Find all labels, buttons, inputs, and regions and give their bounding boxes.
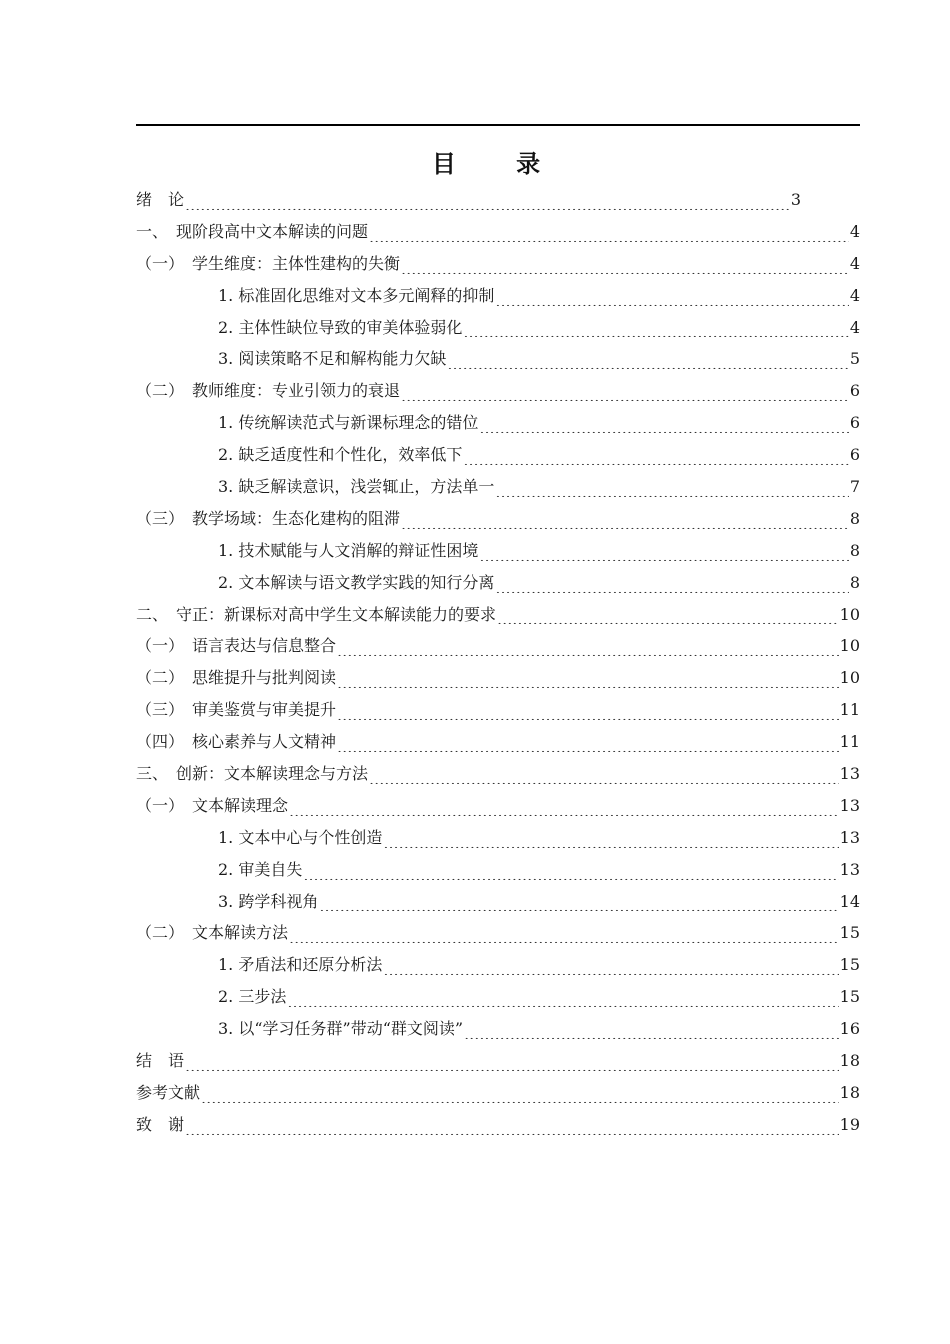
toc-entry[interactable] xyxy=(136,1013,860,1045)
toc-dot-leader xyxy=(287,987,838,1007)
toc-entry[interactable] xyxy=(136,312,860,344)
toc-entry-page-number: 8 xyxy=(849,508,860,528)
toc-dot-leader xyxy=(497,604,839,624)
toc-entry[interactable] xyxy=(136,1109,860,1141)
toc-entry-label: 一、 现阶段高中文本解读的问题 xyxy=(136,221,369,241)
toc-dot-leader xyxy=(495,477,848,497)
toc-entry-label: （二） 思维提升与批判阅读 xyxy=(136,668,337,688)
toc-dot-leader xyxy=(479,541,848,561)
toc-dot-leader xyxy=(495,286,848,306)
toc-entry-page-number: 13 xyxy=(839,763,860,783)
toc-entry-label: 3. 跨学科视角 xyxy=(218,891,319,911)
toc-dot-leader xyxy=(479,413,848,433)
toc-entry-label: 2. 主体性缺位导致的审美体验弱化 xyxy=(218,317,463,337)
toc-entry-page-number: 5 xyxy=(849,349,860,369)
toc-entry-page-number: 10 xyxy=(839,636,860,656)
toc-entry-label: 二、 守正：新课标对高中学生文本解读能力的要求 xyxy=(136,604,497,624)
toc-entry-page-number: 13 xyxy=(839,859,860,879)
toc-entry-page-number: 8 xyxy=(849,540,860,560)
toc-entry-label: 参考文献 xyxy=(136,1082,201,1102)
toc-entry-label: 1. 标准固化思维对文本多元阐释的抑制 xyxy=(218,285,495,305)
toc-entry-page-number: 15 xyxy=(839,987,860,1007)
toc-entry-page-number: 19 xyxy=(839,1114,860,1134)
toc-entry-page-number: 4 xyxy=(849,317,860,337)
toc-entry-label: （三） 教学场域：生态化建构的阻滞 xyxy=(136,508,401,528)
toc-entry-label: 结 语 xyxy=(136,1050,185,1070)
toc-entry-label: 2. 文本解读与语文教学实践的知行分离 xyxy=(218,572,495,592)
toc-entry[interactable] xyxy=(136,662,860,694)
toc-entry-page-number: 3 xyxy=(790,189,801,209)
toc-entry[interactable] xyxy=(136,917,860,949)
toc-dot-leader xyxy=(201,1083,839,1103)
toc-dot-leader xyxy=(401,509,849,529)
toc-entry-page-number: 15 xyxy=(839,955,860,975)
toc-dot-leader xyxy=(463,317,848,337)
toc-entry[interactable] xyxy=(136,886,860,918)
toc-entry-page-number: 15 xyxy=(839,923,860,943)
toc-entry[interactable] xyxy=(136,343,860,375)
toc-dot-leader xyxy=(495,573,848,593)
toc-entry-label: 绪 论 xyxy=(136,189,185,209)
toc-entry[interactable] xyxy=(136,1045,860,1077)
toc-entry-page-number: 11 xyxy=(839,700,860,720)
toc-entry-label: （一） 语言表达与信息整合 xyxy=(136,636,337,656)
toc-entry-label: 1. 传统解读范式与新课标理念的错位 xyxy=(218,413,479,433)
toc-dot-leader xyxy=(401,381,849,401)
toc-entry[interactable] xyxy=(136,503,860,535)
toc-entry[interactable] xyxy=(136,758,860,790)
toc-entry-label: 1. 矛盾法和还原分析法 xyxy=(218,955,383,975)
toc-entry[interactable] xyxy=(136,184,801,216)
toc-entry[interactable] xyxy=(136,439,860,471)
toc-entry-label: （一） 文本解读理念 xyxy=(136,795,289,815)
toc-entry[interactable] xyxy=(136,599,860,631)
toc-entry[interactable] xyxy=(136,630,860,662)
toc-entry-label: 2. 三步法 xyxy=(218,987,287,1007)
table-of-contents xyxy=(136,184,860,1141)
toc-dot-leader xyxy=(303,860,838,880)
toc-entry[interactable] xyxy=(136,248,860,280)
toc-dot-leader xyxy=(447,349,848,369)
toc-entry-label: 3. 缺乏解读意识，浅尝辄止，方法单一 xyxy=(218,476,495,496)
toc-entry[interactable] xyxy=(136,535,860,567)
toc-dot-leader xyxy=(337,732,839,752)
toc-dot-leader xyxy=(369,764,839,784)
toc-dot-leader xyxy=(383,828,838,848)
toc-dot-leader xyxy=(319,891,838,911)
toc-entry-label: 2. 缺乏适度性和个性化，效率低下 xyxy=(218,445,463,465)
toc-entry-label: 3. 以“学习任务群”带动“群文阅读” xyxy=(218,1019,464,1039)
toc-entry-label: 三、 创新：文本解读理念与方法 xyxy=(136,763,369,783)
toc-entry-label: （二） 教师维度：专业引领力的衰退 xyxy=(136,381,401,401)
toc-entry-label: （二） 文本解读方法 xyxy=(136,923,289,943)
toc-dot-leader xyxy=(337,668,839,688)
toc-entry[interactable] xyxy=(136,854,860,886)
toc-entry-page-number: 13 xyxy=(839,795,860,815)
toc-entry-page-number: 13 xyxy=(839,827,860,847)
toc-dot-leader xyxy=(383,955,838,975)
toc-dot-leader xyxy=(185,1115,839,1135)
toc-entry-page-number: 7 xyxy=(849,476,860,496)
toc-dot-leader xyxy=(289,796,839,816)
toc-dot-leader xyxy=(464,1019,839,1039)
toc-entry-page-number: 4 xyxy=(849,221,860,241)
toc-dot-leader xyxy=(337,636,839,656)
toc-entry[interactable] xyxy=(136,375,860,407)
toc-entry-page-number: 14 xyxy=(839,891,860,911)
toc-entry-page-number: 8 xyxy=(849,572,860,592)
toc-dot-leader xyxy=(337,700,839,720)
toc-entry-page-number: 4 xyxy=(849,285,860,305)
toc-entry-label: （一） 学生维度：主体性建构的失衡 xyxy=(136,253,401,273)
toc-entry[interactable] xyxy=(136,949,860,981)
toc-entry[interactable] xyxy=(136,216,860,248)
page-title: 目 录 xyxy=(431,149,567,178)
toc-entry-page-number: 4 xyxy=(849,253,860,273)
toc-entry[interactable] xyxy=(136,694,860,726)
toc-entry-page-number: 10 xyxy=(839,668,860,688)
toc-dot-leader xyxy=(401,254,849,274)
toc-dot-leader xyxy=(185,1051,839,1071)
toc-entry-page-number: 6 xyxy=(849,413,860,433)
toc-entry[interactable] xyxy=(136,822,860,854)
toc-entry[interactable] xyxy=(136,567,860,599)
toc-dot-leader xyxy=(289,923,839,943)
toc-entry[interactable] xyxy=(136,981,860,1013)
toc-entry-label: 1. 技术赋能与人文消解的辩证性困境 xyxy=(218,540,479,560)
toc-entry-page-number: 18 xyxy=(839,1082,860,1102)
toc-dot-leader xyxy=(185,190,790,210)
toc-entry-page-number: 18 xyxy=(839,1050,860,1070)
toc-entry-page-number: 6 xyxy=(849,445,860,465)
toc-entry-page-number: 10 xyxy=(839,604,860,624)
toc-entry[interactable] xyxy=(136,471,860,503)
toc-entry[interactable] xyxy=(136,280,860,312)
toc-entry-label: 2. 审美自失 xyxy=(218,859,303,879)
toc-entry-label: （三） 审美鉴赏与审美提升 xyxy=(136,700,337,720)
toc-entry[interactable] xyxy=(136,726,860,758)
toc-dot-leader xyxy=(369,222,849,242)
toc-entry[interactable] xyxy=(136,407,860,439)
toc-entry-page-number: 16 xyxy=(839,1019,860,1039)
toc-entry-label: 1. 文本中心与个性创造 xyxy=(218,827,383,847)
toc-entry[interactable] xyxy=(136,1077,860,1109)
toc-dot-leader xyxy=(463,445,848,465)
toc-entry-label: 3. 阅读策略不足和解构能力欠缺 xyxy=(218,349,447,369)
toc-entry-page-number: 6 xyxy=(849,381,860,401)
toc-entry-label: 致 谢 xyxy=(136,1114,185,1134)
toc-entry-label: （四） 核心素养与人文精神 xyxy=(136,732,337,752)
header-rule xyxy=(136,124,860,126)
toc-entry[interactable] xyxy=(136,790,860,822)
toc-entry-page-number: 11 xyxy=(839,732,860,752)
